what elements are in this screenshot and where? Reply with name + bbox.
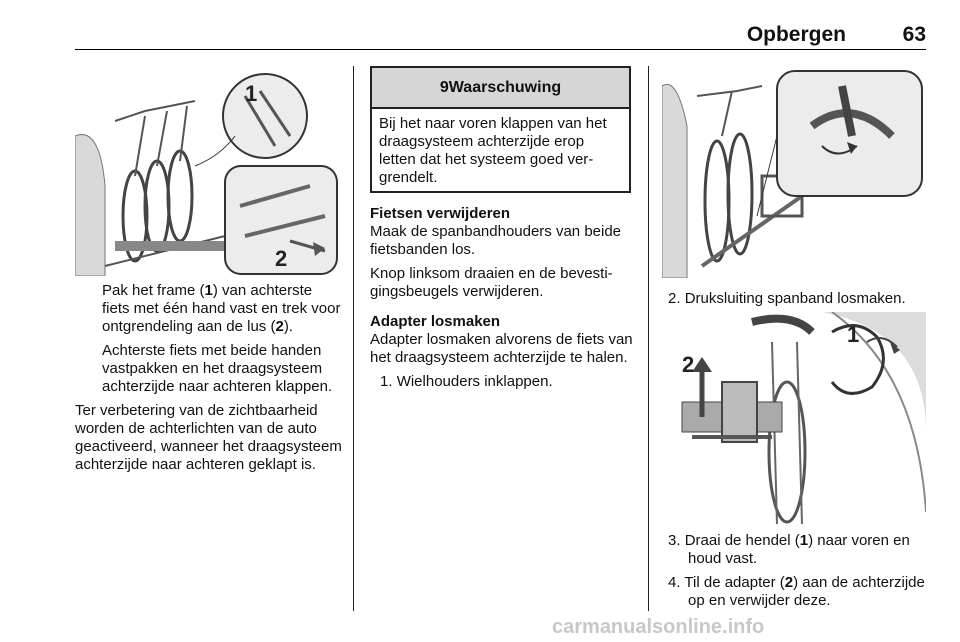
warning-icon: 9 bbox=[439, 78, 449, 96]
warning-box bbox=[370, 66, 631, 193]
wheel-holders-illustration bbox=[662, 66, 926, 278]
instruction-fold-back: Achterste fiets met beide handen vastpakken en het draagsysteem achterzijde naar achteren klappen. bbox=[102, 342, 333, 395]
figure-label-1: 1 bbox=[245, 81, 258, 106]
page-number: 63 bbox=[902, 23, 926, 46]
step-3: 3. Draai de hendel (1) naar voren en houd vast. bbox=[668, 532, 910, 567]
page-header bbox=[75, 23, 926, 50]
column-divider-2 bbox=[648, 66, 649, 611]
column-2-text bbox=[370, 205, 635, 397]
column-divider-1 bbox=[353, 66, 354, 611]
heading-remove-bikes: Fietsen verwijderen bbox=[370, 205, 511, 222]
figure-label-1-b: 1 bbox=[847, 322, 860, 347]
figure-label-2-b: 2 bbox=[682, 352, 695, 377]
text-turn-knob: Knop linksom draaien en de bevestigingsbeugels verwijderen. bbox=[370, 265, 613, 300]
step-1: 1. Wielhouders inklappen. bbox=[380, 373, 553, 390]
heading-remove-adapter: Adapter losmaken bbox=[370, 313, 501, 330]
watermark: carmanualsonline.info bbox=[552, 616, 765, 638]
info-rear-lights: Ter verbetering van de zichtbaarheid worden de achterlichten van de auto geactiveerd, wanneer het draagsysteem achterzijde naar achteren geklapt is. bbox=[75, 402, 342, 473]
column-1-text bbox=[75, 282, 343, 480]
warning-text: Bij het naar voren klappen van het draagsysteem achterzijde erop letten dat het systeem goed vergrendelt. bbox=[379, 115, 607, 186]
instruction-pull-frame: Pak het frame (1) van achterste fiets met één hand vast en trek voor ontgrendeling aan de lus (2). bbox=[102, 282, 341, 335]
column-3-steps bbox=[668, 532, 930, 616]
bike-carrier-illustration bbox=[75, 66, 340, 276]
text-remove-adapter: Adapter losmaken alvorens de fiets van het draagsysteem achterzijde te halen. bbox=[370, 331, 633, 366]
section-title: Opbergen bbox=[746, 23, 846, 46]
adapter-release-illustration bbox=[662, 312, 926, 524]
text-release-straps: Maak de spanbandhouders van beide fietsbanden los. bbox=[370, 223, 622, 258]
step-2: 2. Druksluiting spanband losmaken. bbox=[668, 290, 906, 307]
figure-label-2: 2 bbox=[275, 246, 288, 271]
step-4: 4. Til de adapter (2) aan de achterzijde op en verwijder deze. bbox=[668, 574, 925, 609]
warning-title: Waarschuwing bbox=[448, 78, 562, 96]
warning-header bbox=[372, 68, 629, 109]
